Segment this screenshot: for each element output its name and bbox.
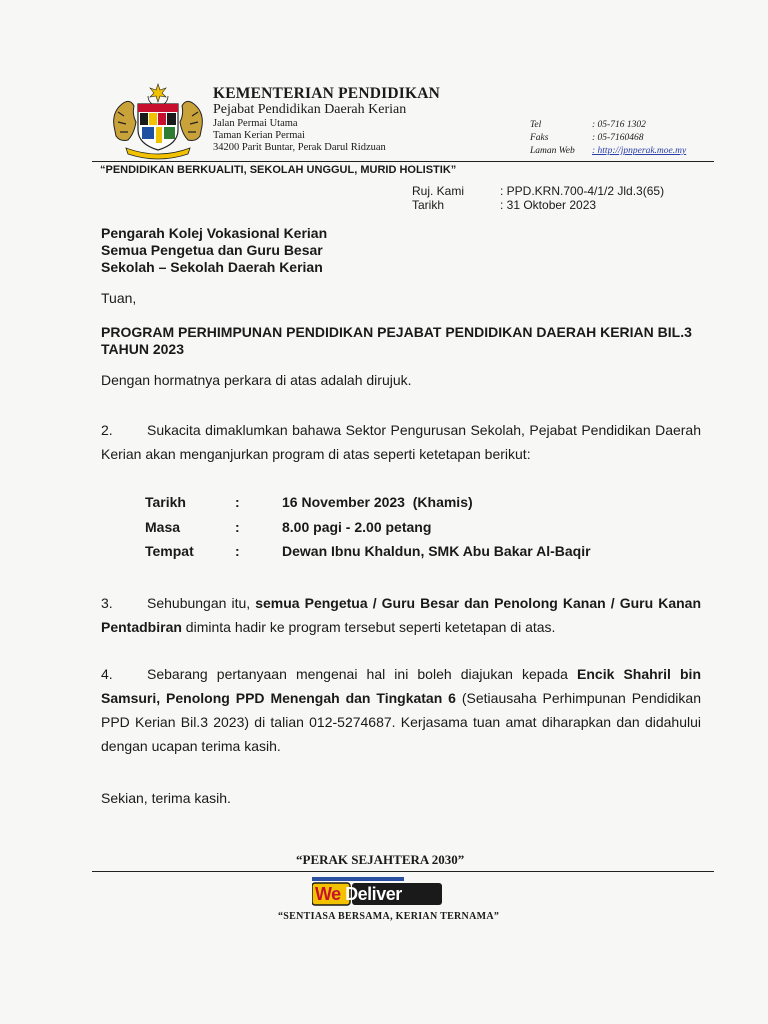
footer-motto: “PERAK SEJAHTERA 2030” [296, 852, 465, 867]
slogan: “PENDIDIKAN BERKUALITI, SEKOLAH UNGGUL, MURID HOLISTIK” [100, 164, 457, 176]
letter-date: : 31 Oktober 2023 [500, 198, 597, 212]
paragraph-3 [101, 591, 701, 639]
detail-label-venue: Tempat [145, 543, 194, 559]
paragraph-text: Sukacita dimaklumkan bahawa Sektor Pengurusan Sekolah, Pejabat Pendidikan Daerah Kerian akan menganjurkan program di atas seperti ketetapan berikut: [101, 422, 701, 462]
date-label: Tarikh [412, 198, 445, 212]
paragraph-text: (Setiausaha Perhimpunan Pendidikan PPD Kerian Bil.3 2023) di talian 012-5274687. Kerjasama tuan amat diharapkan dan didahului dengan ucapan terima kasih. [101, 690, 701, 754]
fax-value: : 05-7160468 [592, 133, 644, 143]
detail-value-venue: Dewan Ibnu Khaldun, SMK Abu Bakar Al-Baqir [282, 543, 591, 559]
salutation: Tuan, [101, 290, 137, 306]
reference-label: Ruj. Kami [412, 184, 465, 198]
detail-colon: : [235, 519, 240, 535]
recipient-line: Pengarah Kolej Vokasional Kerian [101, 225, 328, 241]
address-line: Jalan Permai Utama [213, 118, 298, 129]
paragraph-2 [101, 418, 701, 466]
recipient-line: Sekolah – Sekolah Daerah Kerian [101, 259, 323, 275]
web-label: Laman Web [530, 146, 575, 156]
recipient-line: Semua Pengetua dan Guru Besar [101, 242, 323, 258]
detail-value-date: 16 November 2023 (Khamis) [282, 494, 473, 510]
paragraph-4 [101, 662, 701, 758]
paragraph-number: 3. [101, 595, 113, 611]
address-line: Taman Kerian Permai [213, 130, 305, 141]
tel-label: Tel [530, 120, 542, 130]
address-line: 34200 Parit Buntar, Perak Darul Ridzuan [213, 142, 386, 153]
ministry-name: KEMENTERIAN PENDIDIKAN [213, 85, 441, 102]
header-divider [92, 161, 714, 162]
intro-paragraph: Dengan hormatnya perkara di atas adalah dirujuk. [101, 372, 412, 388]
detail-value-time: 8.00 pagi - 2.00 petang [282, 519, 432, 535]
detail-colon: : [235, 494, 240, 510]
fax-label: Faks [530, 133, 549, 143]
coat-of-arms-icon [110, 82, 206, 160]
closing-line: Sekian, terima kasih. [101, 790, 231, 806]
paragraph-bold-text: Encik Shahril bin Samsuri, Penolong PPD Menengah dan Tingkatan 6 [101, 666, 701, 706]
paragraph-bold-text: semua Pengetua / Guru Besar dan Penolong Kanan / Guru Kanan Pentadbiran [101, 595, 701, 635]
paragraph-text: diminta hadir ke program tersebut seperti ketetapan di atas. [181, 619, 556, 635]
website-link[interactable]: : http://jpnperak.moe.my [592, 146, 687, 156]
footer-tagline: “SENTIASA BERSAMA, KERIAN TERNAMA” [278, 911, 500, 922]
letter-subject: PROGRAM PERHIMPUNAN PENDIDIKAN PEJABAT PENDIDIKAN DAERAH KERIAN BIL.3 TAHUN 2023 [101, 324, 692, 357]
we-deliver-logo-text: We Deliver [315, 884, 402, 904]
reference-number: : PPD.KRN.700-4/1/2 Jld.3(65) [500, 184, 665, 198]
paragraph-text: Sehubungan itu, [147, 595, 256, 611]
office-name: Pejabat Pendidikan Daerah Kerian [213, 102, 407, 117]
footer-divider [92, 871, 714, 872]
detail-label-time: Masa [145, 519, 181, 535]
tel-value: : 05-716 1302 [592, 120, 646, 130]
detail-colon: : [235, 543, 240, 559]
paragraph-text: Sebarang pertanyaan mengenai hal ini boleh diajukan kepada [147, 666, 578, 682]
paragraph-number: 2. [101, 422, 113, 438]
detail-label-date: Tarikh [145, 494, 186, 510]
paragraph-number: 4. [101, 666, 113, 682]
